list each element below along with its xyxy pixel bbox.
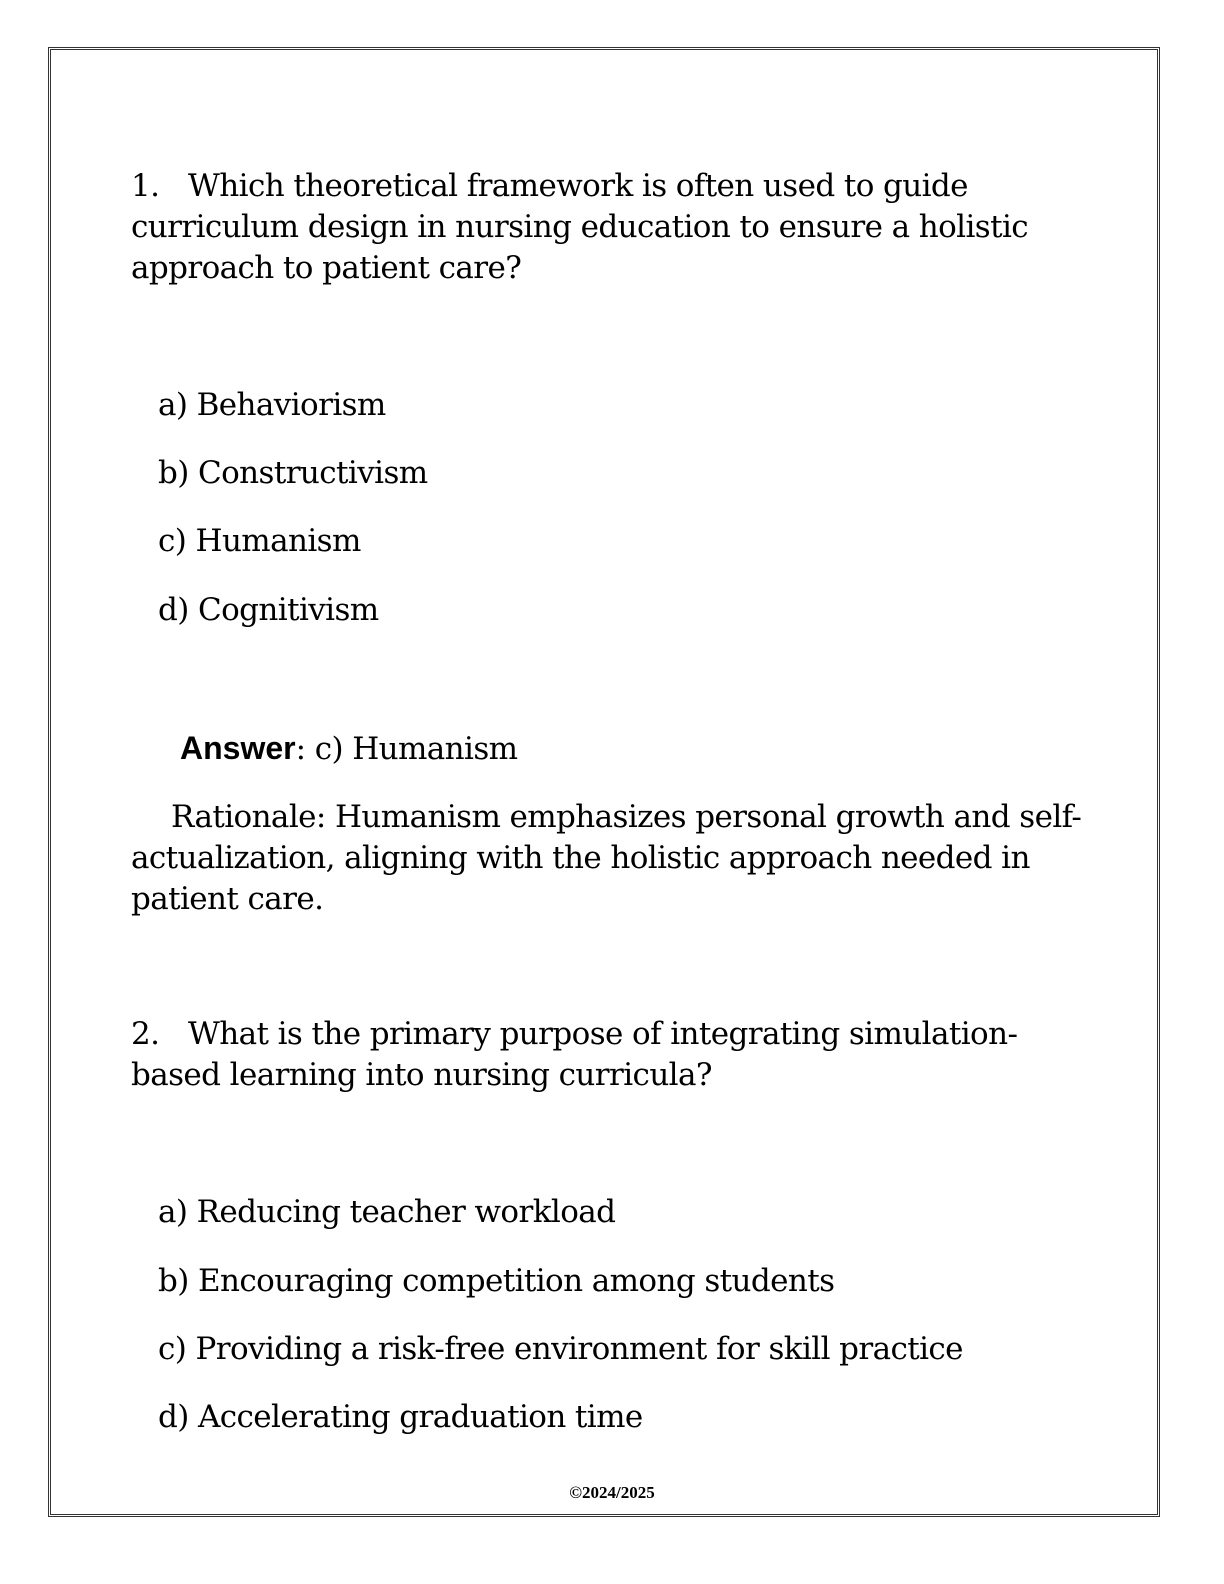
question-2-text: What is the primary purpose of integrating simulation-based learning into nursing curricula?	[131, 1016, 1018, 1093]
question-1	[131, 166, 1091, 289]
question-1-option-b: b) Constructivism	[158, 455, 428, 491]
question-1-option-a: a) Behaviorism	[158, 387, 386, 423]
question-2-number: 2.	[131, 1016, 160, 1052]
answer-label: Answer	[180, 730, 296, 766]
question-2-option-c: c) Providing a risk-free environment for skill practice	[158, 1331, 963, 1367]
question-1-option-d: d) Cognitivism	[158, 592, 379, 628]
question-1-answer	[180, 728, 517, 770]
answer-value: : c) Humanism	[295, 731, 518, 767]
question-2-option-d: d) Accelerating graduation time	[158, 1399, 643, 1435]
question-2	[131, 1014, 1091, 1096]
copyright-footer: ©2024/2025	[569, 1483, 655, 1502]
question-1-option-c: c) Humanism	[158, 523, 361, 559]
question-2-option-b: b) Encouraging competition among students	[158, 1263, 835, 1299]
question-2-option-a: a) Reducing teacher workload	[158, 1194, 616, 1230]
question-1-text: Which theoretical framework is often used to guide curriculum design in nursing education to ensure a holistic approach to patient care?	[131, 168, 1029, 286]
question-1-rationale: Rationale: Humanism emphasizes personal growth and self-actualization, aligning with the holistic approach needed in patient care.	[131, 799, 1082, 917]
question-1-number: 1.	[131, 168, 160, 204]
